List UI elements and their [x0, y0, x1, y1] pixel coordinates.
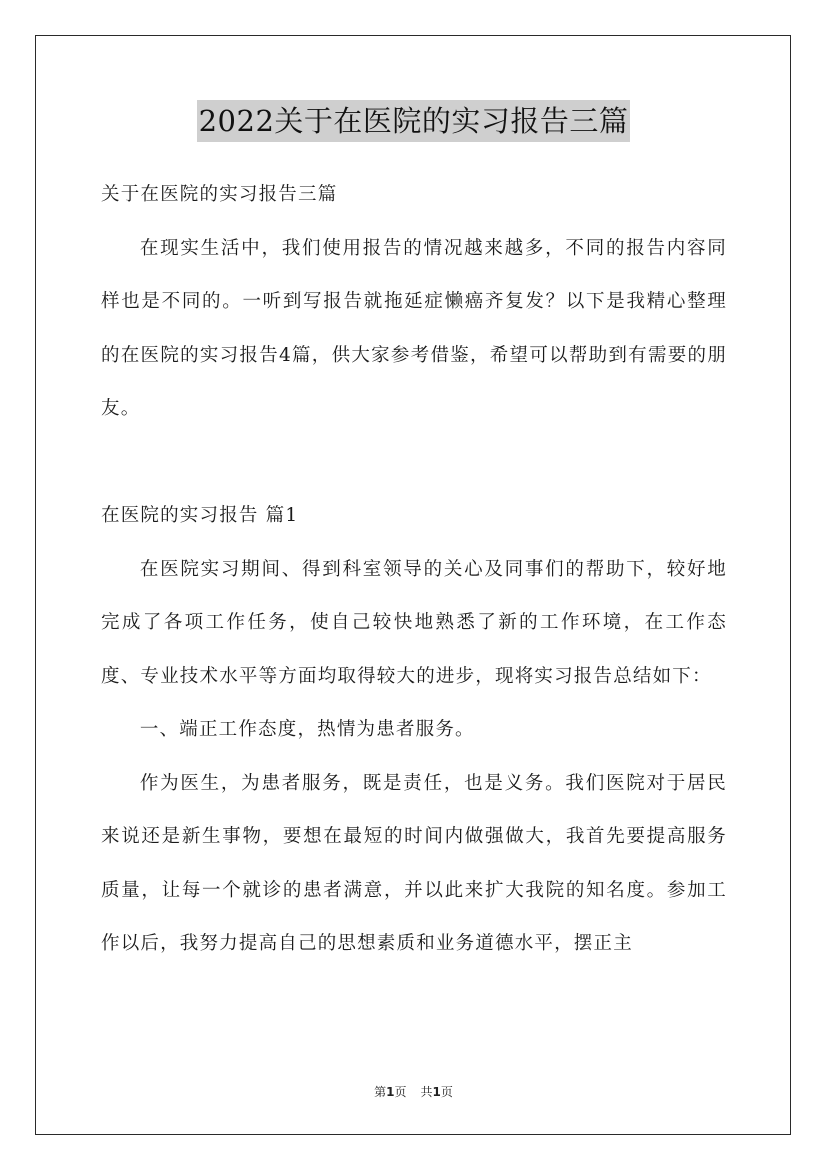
total-label-prefix: 共 [420, 1085, 433, 1099]
title-container [0, 100, 827, 142]
section-heading: 在医院的实习报告 篇1 [101, 505, 299, 526]
document-title: 2022关于在医院的实习报告三篇 [197, 100, 631, 142]
page-number: 1 [386, 1085, 395, 1099]
subtitle-paragraph: 关于在医院的实习报告三篇 [101, 184, 338, 205]
paragraph-gap [101, 436, 727, 490]
numbered-heading: 一、端正工作态度，热情为患者服务。 [139, 719, 475, 740]
intro-paragraph: 在现实生活中，我们使用报告的情况越来越多，不同的报告内容同样也是不同的。一听到写报告就拖延症懒癌齐复发？以下是我精心整理的在医院的实习报告4篇，供大家参考借鉴，希望可以帮助到有需要的朋友。 [101, 237, 727, 419]
page-footer [0, 1082, 827, 1102]
total-pages: 1 [432, 1085, 441, 1099]
total-label-suffix: 页 [440, 1085, 453, 1099]
document-body [101, 168, 727, 971]
page-label-prefix: 第 [374, 1085, 387, 1099]
page-label-suffix: 页 [394, 1085, 407, 1099]
body-paragraph: 在医院实习期间、得到科室领导的关心及同事们的帮助下，较好地完成了各项工作任务，使自己较快地熟悉了新的工作环境，在工作态度、专业技术水平等方面均取得较大的进步，现将实习报告总结如下： [101, 558, 727, 687]
body-paragraph: 作为医生，为患者服务，既是责任，也是义务。我们医院对于居民来说还是新生事物，要想在最短的时间内做强做大，我首先要提高服务质量，让每一个就诊的患者满意，并以此来扩大我院的知名度。参加工作以后，我努力提高自己的思想素质和业务道德水平，摆正主 [101, 772, 727, 954]
